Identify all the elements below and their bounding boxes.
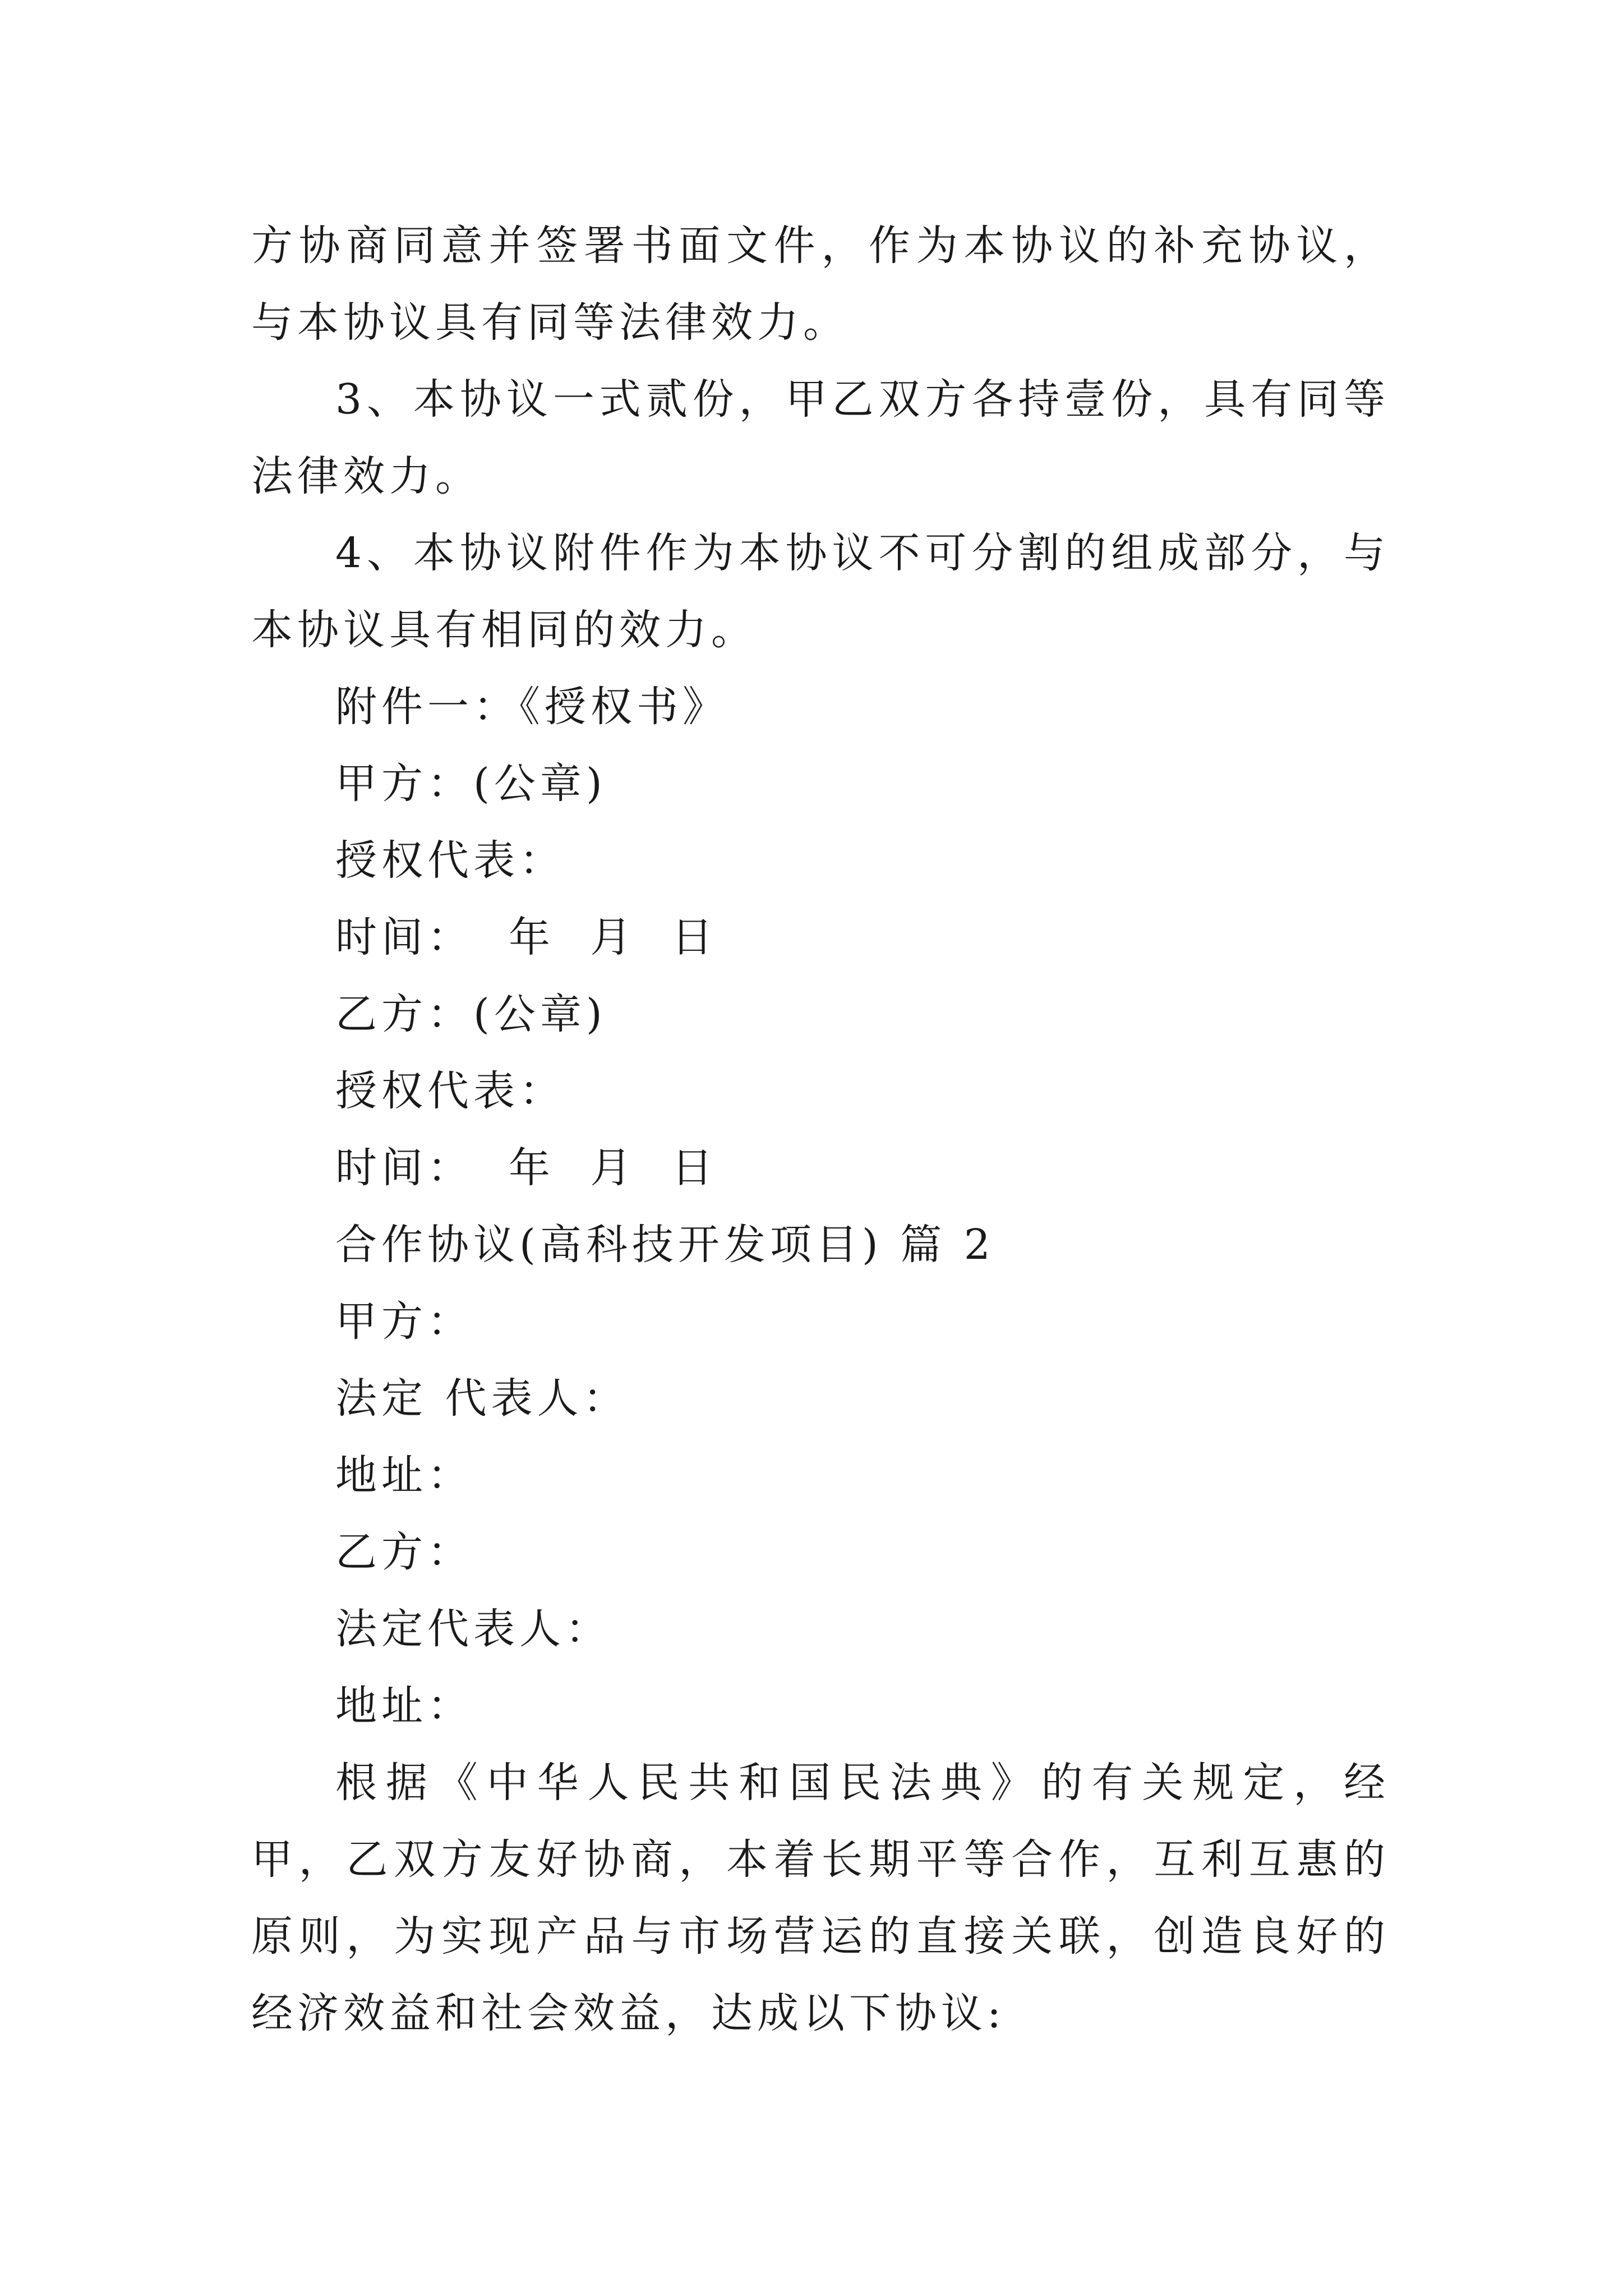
date-b-line: 时间： 年 月 日 bbox=[335, 1144, 718, 1192]
rep-b-line: 授权代表： bbox=[335, 1067, 565, 1115]
paragraph-preamble: 根据《中华人民共和国民法典》的有关规定，经甲，乙双方友好协商，本着长期平等合作，互利互惠的原则，为实现产品与市场营运的直接关联，创造良好的经济效益和社会效益，达成以下协议: bbox=[251, 1759, 1390, 2037]
paragraph-attachments: 4、本协议附件作为本协议不可分割的组成部分，与本协议具有相同的效力。 bbox=[251, 529, 1390, 654]
rep-a-line: 授权代表： bbox=[335, 836, 565, 885]
paragraph-copies: 3、本协议一式贰份，甲乙双方各持壹份，具有同等法律效力。 bbox=[251, 375, 1390, 500]
party-a-seal-line: 甲方：(公章) bbox=[335, 760, 607, 808]
legal-rep-b-line: 法定代表人： bbox=[335, 1605, 611, 1653]
party-b-seal-line: 乙方：(公章) bbox=[335, 990, 607, 1038]
party-a-line: 甲方： bbox=[335, 1297, 473, 1346]
paragraph-supplement: 方协商同意并签署书面文件，作为本协议的补充协议，与本协议具有同等法律效力。 bbox=[251, 222, 1390, 347]
address-b-line: 地址： bbox=[335, 1682, 473, 1730]
date-a-line: 时间： 年 月 日 bbox=[335, 913, 718, 961]
section-title: 合作协议(高科技开发项目) 篇 2 bbox=[335, 1221, 995, 1269]
party-b-line: 乙方： bbox=[335, 1528, 473, 1576]
document-body bbox=[251, 208, 1390, 2052]
address-a-line: 地址： bbox=[335, 1451, 473, 1499]
attachment-line: 附件一：《授权书》 bbox=[335, 683, 728, 731]
legal-rep-a-line: 法定 代表人： bbox=[335, 1374, 629, 1423]
